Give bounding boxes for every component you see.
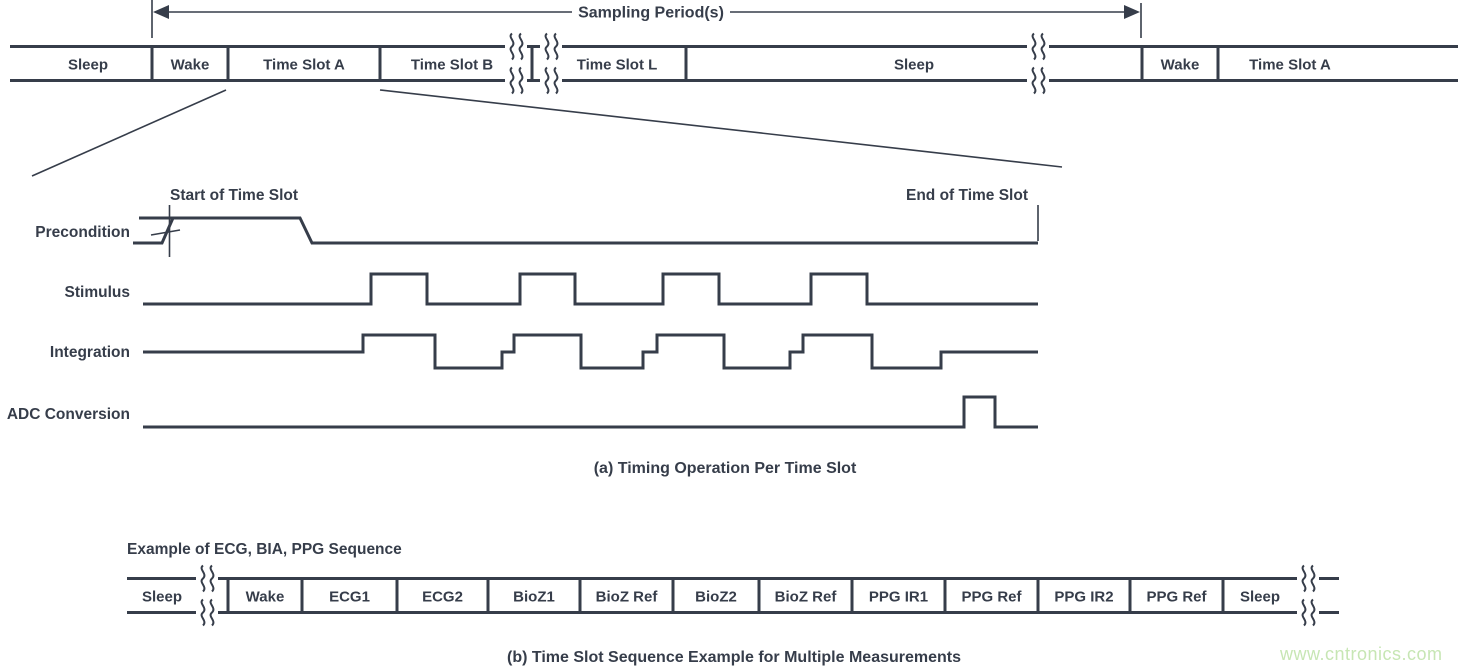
sequence-segment-label: PPG Ref (1146, 588, 1207, 606)
fan-line-right (380, 90, 1062, 167)
sequence-segment-label: Wake (245, 588, 285, 606)
sequence-segment-label: BioZ Ref (595, 588, 658, 606)
row-label-adc-conversion: ADC Conversion (6, 406, 130, 423)
row-label-stimulus: Stimulus (64, 284, 130, 301)
waveform-precondition (133, 218, 1038, 243)
watermark-text: www.cntronics.com (1280, 644, 1443, 664)
fan-line-left (32, 90, 226, 176)
sequence-segment-label: PPG IR1 (868, 588, 929, 606)
timeline-segment-label: Wake (170, 56, 210, 74)
arrowhead-left-icon (153, 5, 169, 19)
timeline-segment-label: Wake (1160, 56, 1200, 74)
sampling-period-arrow (152, 0, 1141, 38)
top-timeline-bar (10, 34, 1458, 94)
sequence-segment-label: BioZ Ref (774, 588, 837, 606)
start-of-time-slot-label: Start of Time Slot (170, 187, 299, 204)
row-label-integration: Integration (49, 344, 130, 361)
caption-a: (a) Timing Operation Per Time Slot (593, 460, 857, 477)
sequence-segment-label: BioZ2 (695, 588, 737, 606)
break-mark-icon (1033, 34, 1045, 94)
row-label-precondition: Precondition (35, 224, 130, 241)
sampling-period-label: Sampling Period(s) (578, 4, 724, 22)
waveform-adc-conversion (143, 397, 1038, 427)
arrowhead-right-icon (1124, 5, 1140, 19)
timeline-segment-label: Sleep (893, 56, 935, 74)
timeline-segment-label: Time Slot L (576, 56, 658, 74)
sequence-segment-label: ECG1 (329, 588, 370, 606)
sequence-segment-label: BioZ1 (513, 588, 555, 606)
sequence-panel (127, 541, 1339, 666)
zoom-fan-lines (32, 90, 1062, 176)
timeline-segment-label: Time Slot A (1249, 56, 1331, 74)
break-mark-icon (546, 34, 558, 94)
sequence-segment-label: PPG Ref (961, 588, 1022, 606)
sequence-heading: Example of ECG, BIA, PPG Sequence (127, 541, 402, 558)
break-mark-icon (202, 566, 214, 626)
waveform-integration (143, 335, 1038, 368)
waveform-panel (7, 187, 1038, 477)
sequence-segment-label: Sleep (141, 588, 183, 606)
timeline-segment-label: Time Slot B (410, 56, 494, 74)
break-mark-icon (1303, 566, 1315, 626)
sequence-segment-label: Sleep (1239, 588, 1281, 606)
timeline-segment-label: Sleep (67, 56, 109, 74)
break-mark-icon (511, 34, 523, 94)
waveform-stimulus (143, 274, 1038, 304)
end-of-time-slot-label: End of Time Slot (906, 187, 1028, 204)
sequence-segment-label: ECG2 (422, 588, 463, 606)
sequence-segment-label: PPG IR2 (1054, 588, 1114, 606)
timeline-segment-label: Time Slot A (263, 56, 345, 74)
caption-b: (b) Time Slot Sequence Example for Multiple Measurements (506, 649, 962, 666)
